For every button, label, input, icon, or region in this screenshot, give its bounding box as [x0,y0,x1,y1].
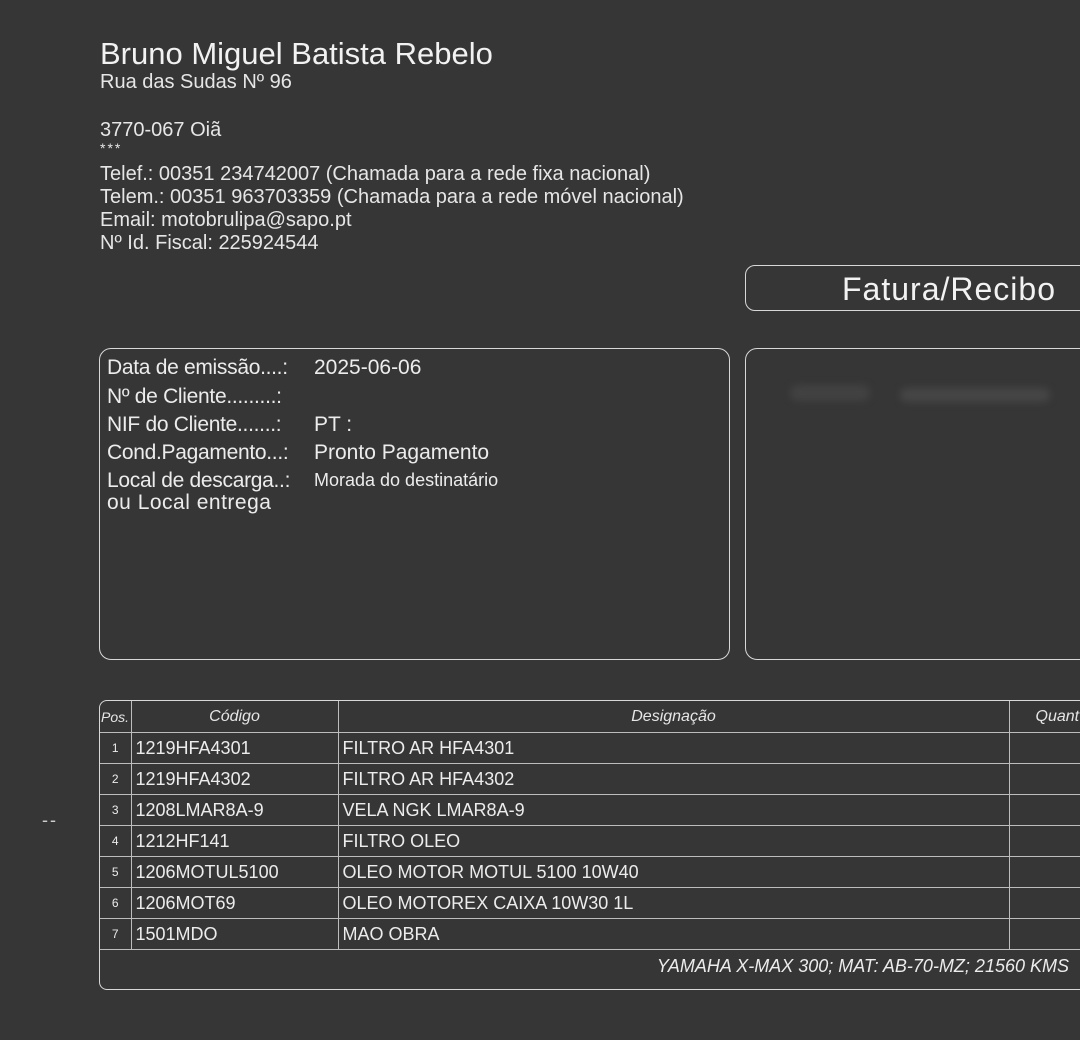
client-nif-value: PT : [314,413,353,436]
items-table [100,701,1080,982]
table-row [100,919,1080,950]
row-code: 1206MOTUL5100 [131,857,338,888]
table-row [100,764,1080,795]
payment-condition-value: Pronto Pagamento [314,441,490,464]
issuer-mobile: Telem.: 00351 963703359 (Chamada para a rede móvel nacional) [100,186,684,208]
unload-location-label: Local de descarga..: [107,469,291,492]
row-designation: FILTRO OLEO [338,826,1009,857]
document-type-title: Fatura/Recibo [842,271,1056,307]
vehicle-note: YAMAHA X-MAX 300; MAT: AB-70-MZ; 21560 KMS [656,955,1069,976]
issuer-address: Rua das Sudas Nº 96 [100,71,292,93]
issuer-email: Email: motobrulipa@sapo.pt [100,209,352,231]
row-designation: VELA NGK LMAR8A-9 [338,795,1009,826]
row-designation: OLEO MOTOR MOTUL 5100 10W40 [338,857,1009,888]
issuer-postal-code: 3770-067 Oiã [100,119,222,141]
row-quantity [1009,826,1080,857]
row-quantity [1009,919,1080,950]
table-row [100,733,1080,764]
table-row [100,795,1080,826]
header-quantity: Quant [1009,701,1080,733]
row-code: 1501MDO [131,919,338,950]
issuer-phone: Telef.: 00351 234742007 (Chamada para a rede fixa nacional) [100,163,651,185]
row-designation: OLEO MOTOREX CAIXA 10W30 1L [338,888,1009,919]
row-code: 1208LMAR8A-9 [131,795,338,826]
payment-condition-label: Cond.Pagamento...: [107,441,289,464]
document-info-box [99,348,730,660]
row-pos: 3 [100,795,131,826]
table-row [100,857,1080,888]
row-quantity [1009,888,1080,919]
table-note-row [100,950,1080,983]
row-code: 1206MOT69 [131,888,338,919]
margin-mark: -- [42,810,58,830]
row-designation: FILTRO AR HFA4302 [338,764,1009,795]
header-code: Código [131,701,338,733]
client-number-label: Nº de Cliente.........: [107,385,282,408]
row-code: 1219HFA4302 [131,764,338,795]
table-row [100,888,1080,919]
row-pos: 1 [100,733,131,764]
row-code: 1212HF141 [131,826,338,857]
redacted-client-address [900,388,1050,402]
document-type-box [745,265,1080,311]
issuer-stars: *** [100,140,123,156]
row-quantity [1009,795,1080,826]
redacted-client-name [790,385,870,401]
row-pos: 7 [100,919,131,950]
delivery-location-label: ou Local entrega [107,491,272,514]
row-pos: 2 [100,764,131,795]
table-row [100,826,1080,857]
row-pos: 4 [100,826,131,857]
row-quantity [1009,733,1080,764]
row-designation: MAO OBRA [338,919,1009,950]
issue-date-label: Data de emissão....: [107,356,288,379]
row-code: 1219HFA4301 [131,733,338,764]
row-designation: FILTRO AR HFA4301 [338,733,1009,764]
issuer-tax-id: Nº Id. Fiscal: 225924544 [100,232,319,254]
row-pos: 6 [100,888,131,919]
table-header-row [100,701,1080,733]
issuer-name: Bruno Miguel Batista Rebelo [100,36,493,71]
client-nif-label: NIF do Cliente.......: [107,413,282,436]
header-pos: Pos. [100,701,131,733]
row-pos: 5 [100,857,131,888]
row-quantity [1009,857,1080,888]
issue-date-value: 2025-06-06 [314,356,422,379]
unload-location-value: Morada do destinatário [314,470,499,490]
header-designation: Designação [338,701,1009,733]
row-quantity [1009,764,1080,795]
